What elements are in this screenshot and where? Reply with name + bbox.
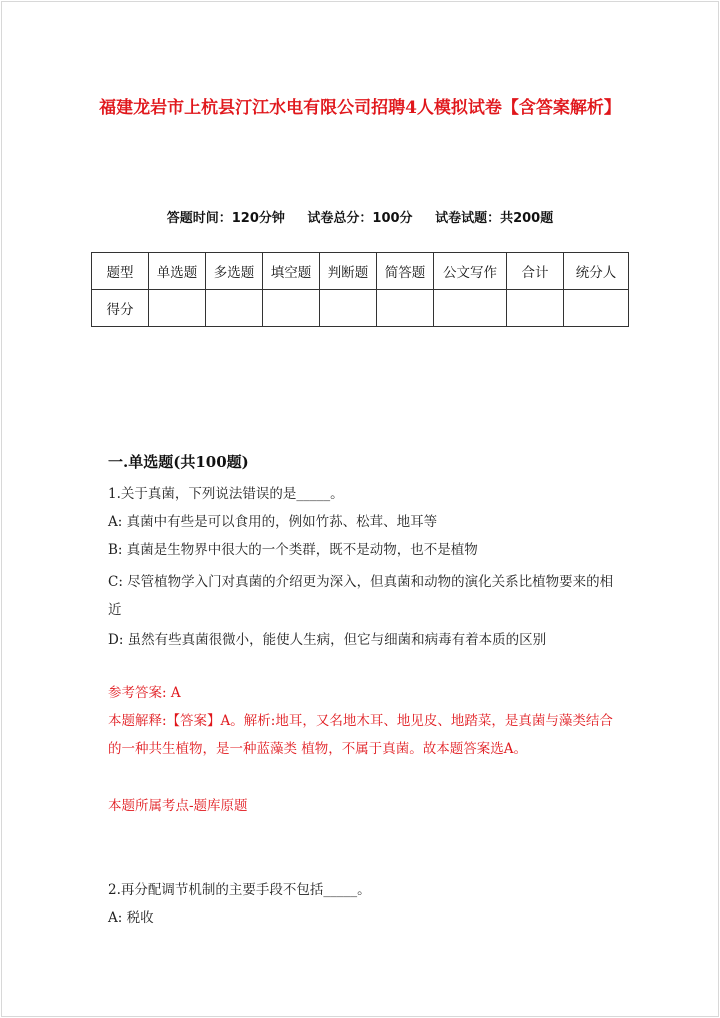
- score-table-header: 统分人: [564, 253, 629, 290]
- document-title: 福建龙岩市上杭县汀江水电有限公司招聘4人模拟试卷【含答案解析】: [99, 98, 621, 118]
- score-cell: [206, 290, 263, 327]
- score-table-header: 题型: [92, 253, 149, 290]
- question-1-answer: 参考答案: A: [108, 685, 181, 701]
- question-2-option-a: A: 税收: [108, 910, 154, 926]
- exam-total-score: 试卷总分：100分: [307, 211, 413, 226]
- score-table: [91, 252, 629, 327]
- score-row-label: 得分: [92, 290, 149, 327]
- score-cell: [564, 290, 629, 327]
- score-cell: [320, 290, 377, 327]
- score-table-header: 多选题: [206, 253, 263, 290]
- question-1-option-a: A: 真菌中有些是可以食用的，例如竹荪、松茸、地耳等: [108, 514, 438, 530]
- score-cell: [507, 290, 564, 327]
- score-cell: [434, 290, 507, 327]
- score-table-header: 简答题: [377, 253, 434, 290]
- exam-meta: [0, 207, 720, 226]
- score-table-header: 填空题: [263, 253, 320, 290]
- question-1-option-d: D: 虽然有些真菌很微小，能使人生病，但它与细菌和病毒有着本质的区别: [108, 632, 547, 648]
- score-cell: [377, 290, 434, 327]
- question-1-explanation: 本题解释:【答案】A。解析:地耳，又名地木耳、地见皮、地踏菜，是真菌与藻类结合的一种共生植物，是一种蓝藻类 植物，不属于真菌。故本题答案选A。: [108, 713, 613, 757]
- question-1-text: 1.关于真菌，下列说法错误的是_____。: [108, 486, 344, 502]
- question-1-option-b: B: 真菌是生物界中很大的一个类群，既不是动物，也不是植物: [108, 542, 478, 558]
- score-table-score-row: [92, 290, 629, 327]
- question-1-source: 本题所属考点-题库原题: [108, 798, 248, 814]
- section-heading: 一.单选题(共100题): [108, 453, 249, 471]
- score-cell: [263, 290, 320, 327]
- exam-question-count: 试卷试题：共200题: [435, 211, 554, 226]
- score-table-header: 判断题: [320, 253, 377, 290]
- question-2-text: 2.再分配调节机制的主要手段不包括_____。: [108, 882, 371, 898]
- page-border: [1, 1, 719, 1017]
- question-1-option-c: C: 尽管植物学入门对真菌的介绍更为深入，但真菌和动物的演化关系比植物要来的相近: [108, 574, 614, 618]
- score-cell: [149, 290, 206, 327]
- score-table-header: 公文写作: [434, 253, 507, 290]
- score-table-header: 合计: [507, 253, 564, 290]
- score-table-header: 单选题: [149, 253, 206, 290]
- score-table-header-row: [92, 253, 629, 290]
- exam-time: 答题时间：120分钟: [166, 211, 285, 226]
